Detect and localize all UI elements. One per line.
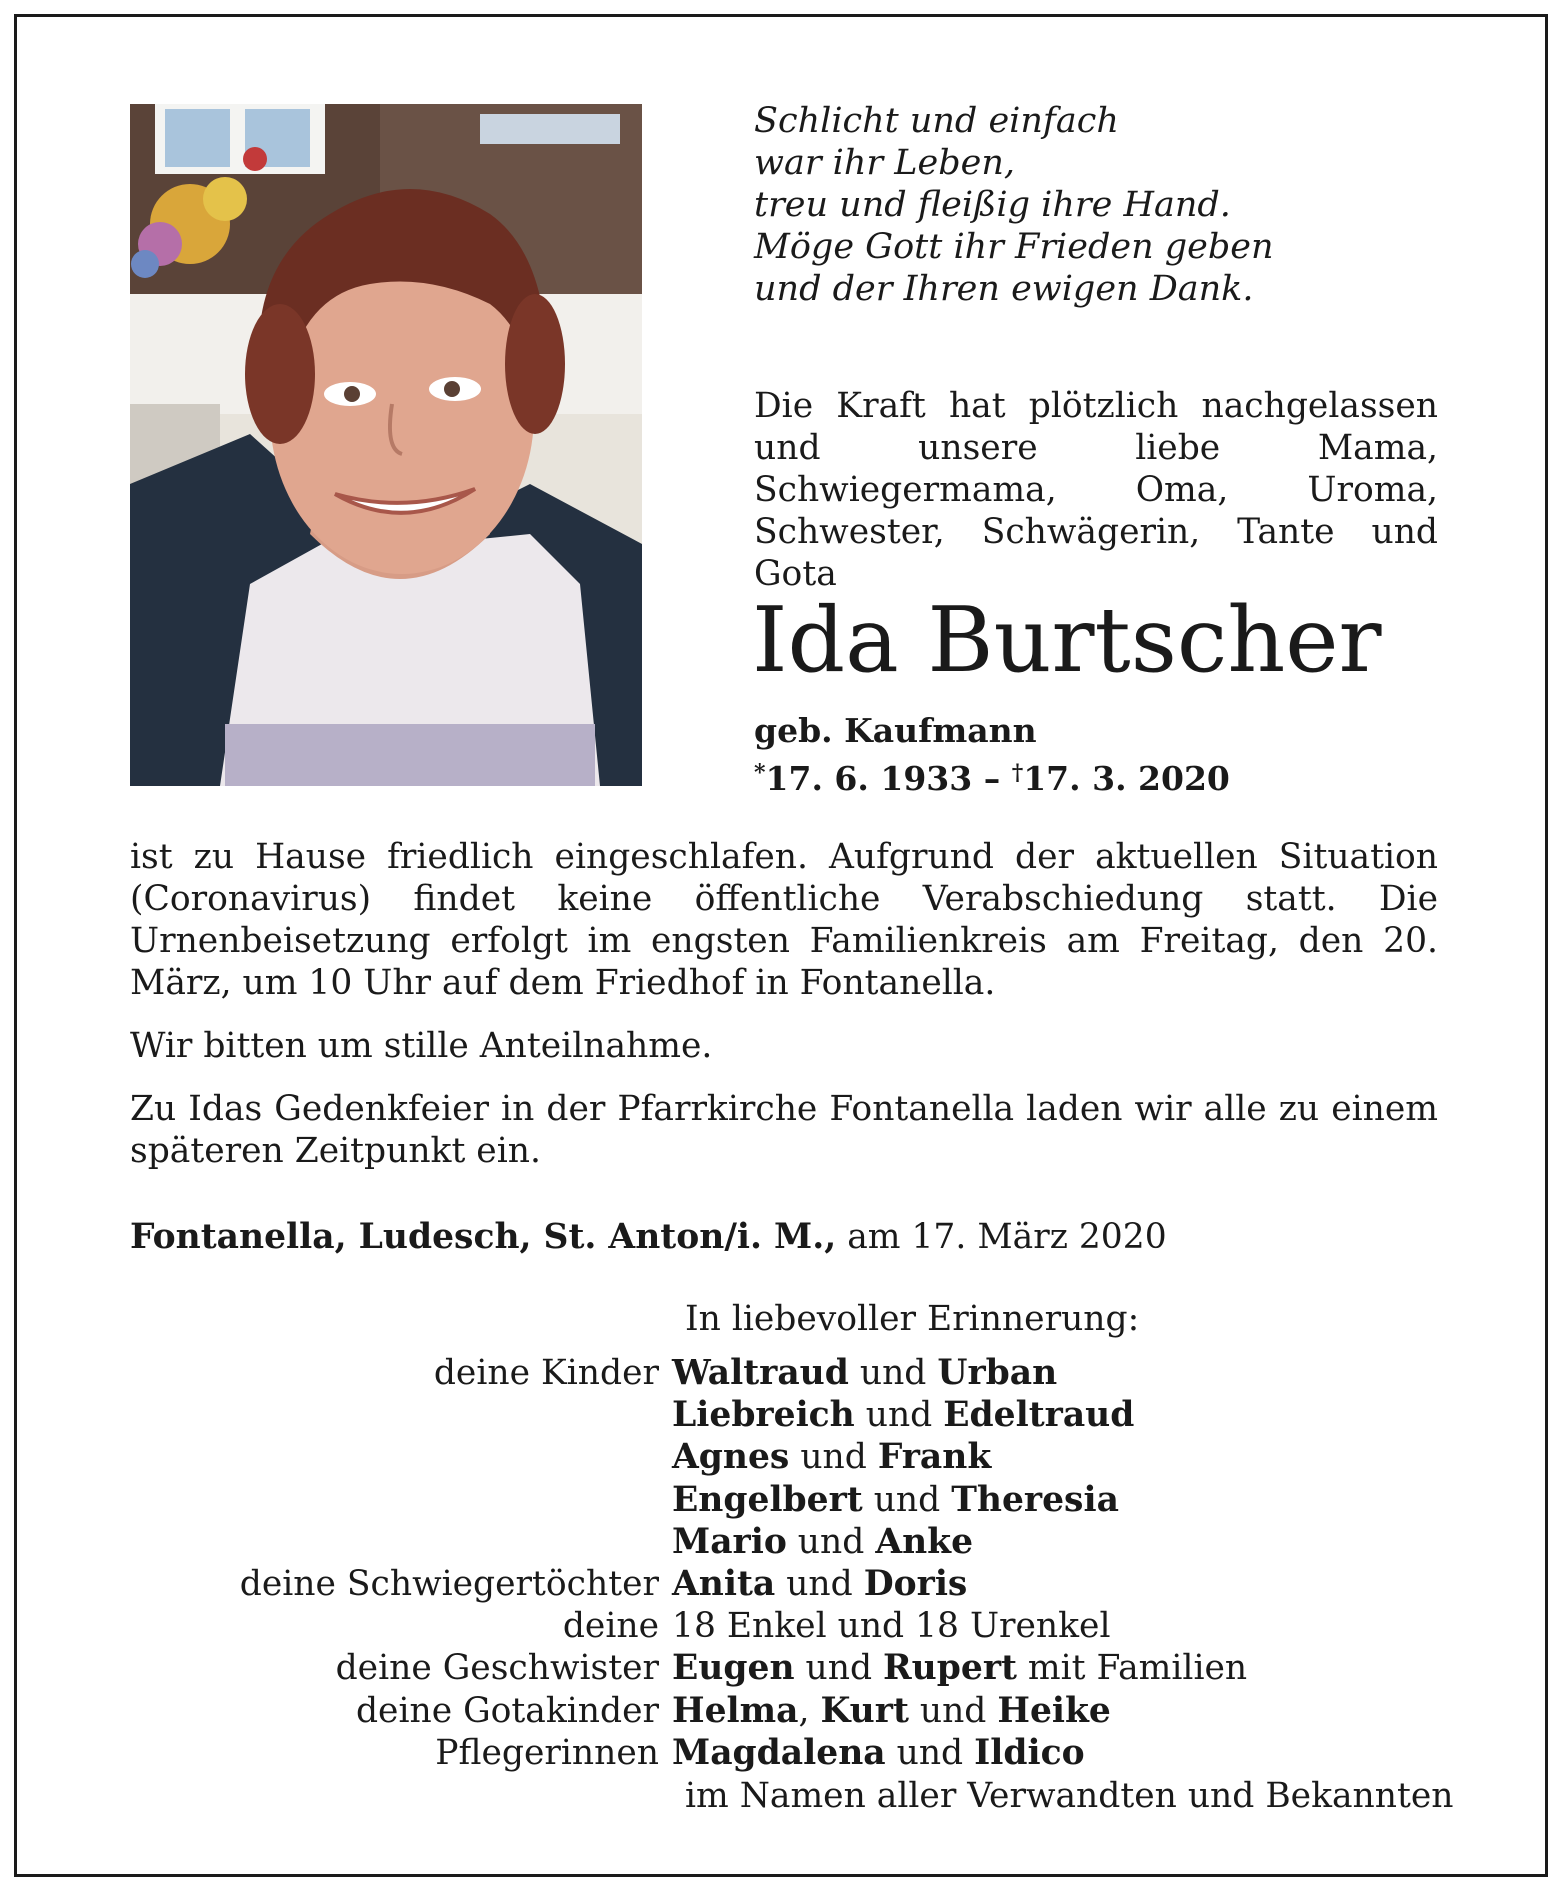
family-member-name: Edeltraud xyxy=(943,1395,1135,1436)
family-connector: mit Familien xyxy=(1016,1648,1248,1689)
family-connector: und xyxy=(862,1479,952,1520)
intro-text: Die Kraft hat plötzlich nachgelassen und unsere liebe Mama, Schwiegermama, Oma, Uroma, Schwester, Schwägerin, Tante und Gota xyxy=(754,386,1438,594)
family-members xyxy=(672,1690,1438,1732)
family-member-name: Kurt xyxy=(820,1690,909,1731)
family-member-name: Ildico xyxy=(974,1732,1085,1773)
family-row xyxy=(130,1605,1438,1647)
memory-heading: In liebevoller Erinnerung: xyxy=(685,1299,1140,1339)
family-member-name: Anita xyxy=(672,1564,776,1605)
places: Fontanella, Ludesch, St. Anton/i. M., xyxy=(130,1217,837,1257)
family-connector: und xyxy=(885,1732,975,1773)
family-connector: und xyxy=(848,1353,938,1393)
family-members xyxy=(672,1436,1438,1478)
family-members xyxy=(672,1647,1438,1689)
family-member-name: Doris xyxy=(863,1564,968,1605)
family-member-name: Urban xyxy=(937,1353,1058,1393)
family-member-name: Liebreich xyxy=(672,1395,855,1436)
family-member-name: Engelbert xyxy=(672,1479,863,1520)
poem xyxy=(754,100,1274,310)
family-relation xyxy=(130,1436,672,1478)
family-member-name: Frank xyxy=(877,1437,992,1478)
memorial-paragraph: Zu Idas Gedenkfeier in der Pfarrkirche Fontanella laden wir alle zu einem späteren Zeitpunkt ein. xyxy=(130,1089,1438,1171)
family-member-name: Rupert xyxy=(883,1648,1017,1689)
date-separator: – xyxy=(972,759,1012,798)
family-connector: und xyxy=(854,1395,944,1436)
family-member-name: Magdalena xyxy=(672,1732,886,1773)
birth-symbol: * xyxy=(754,760,766,786)
family-members xyxy=(672,1605,1438,1647)
place-and-date xyxy=(130,1216,1167,1258)
family-row xyxy=(130,1436,1438,1478)
poem-line: und der Ihren ewigen Dank. xyxy=(754,269,1254,309)
family-relation: deine Kinder xyxy=(433,1353,659,1393)
family-members xyxy=(672,1732,1438,1774)
family-members xyxy=(672,1521,1438,1563)
family-relation xyxy=(130,1521,672,1563)
deceased-name: Ida Burtscher xyxy=(752,588,1382,693)
family-row xyxy=(130,1394,1438,1436)
poem-line: Schlicht und einfach xyxy=(754,101,1119,141)
family-list xyxy=(130,1352,1438,1774)
family-members xyxy=(672,1563,1438,1605)
family-members xyxy=(672,1352,1438,1394)
birth-date: 17. 6. 1933 xyxy=(765,759,973,798)
poem-line: Möge Gott ihr Frieden geben xyxy=(754,227,1274,267)
family-row xyxy=(130,1563,1438,1605)
family-member-name: Anke xyxy=(875,1521,974,1562)
family-member-name: Eugen xyxy=(672,1648,795,1689)
family-member-name: Helma xyxy=(672,1690,799,1731)
family-relation: deine xyxy=(562,1606,659,1647)
family-row xyxy=(130,1479,1438,1521)
family-member-name: Waltraud xyxy=(672,1353,849,1393)
notice-date: am 17. März 2020 xyxy=(836,1217,1167,1257)
death-symbol: † xyxy=(1011,760,1024,786)
birth-name: geb. Kaufmann xyxy=(754,711,1037,750)
family-row xyxy=(130,1732,1438,1774)
family-connector: und xyxy=(794,1648,884,1689)
family-connector: und xyxy=(786,1521,876,1562)
request-paragraph: Wir bitten um stille Anteilnahme. xyxy=(130,1026,713,1066)
family-connector: und xyxy=(789,1437,878,1478)
family-row xyxy=(130,1690,1438,1732)
family-relation xyxy=(130,1394,672,1436)
family-relation: deine Geschwister xyxy=(335,1648,659,1689)
family-members xyxy=(672,1479,1438,1521)
family-members xyxy=(672,1394,1438,1436)
family-member-name: Agnes xyxy=(672,1437,790,1478)
family-connector: und xyxy=(908,1690,998,1731)
death-date: 17. 3. 2020 xyxy=(1023,759,1230,798)
family-relation xyxy=(130,1479,672,1521)
poem-line: war ihr Leben, xyxy=(754,143,1016,183)
family-row xyxy=(130,1647,1438,1689)
family-member-name: Theresia xyxy=(951,1479,1119,1520)
poem-line: treu und fleißig ihre Hand. xyxy=(754,185,1231,225)
closing-line: im Namen aller Verwandten und Bekannten xyxy=(685,1776,1454,1816)
family-member-name: Heike xyxy=(997,1690,1111,1731)
announcement-paragraph: ist zu Hause friedlich eingeschlafen. Aufgrund der aktuellen Situation (Coronavirus) findet keine öffentliche Verabschiedung statt. Die Urnenbeisetzung erfolgt im engsten Familienkreis am Freitag, den 20. März, um 10 Uhr auf dem Friedhof in Fontanella. xyxy=(130,837,1438,1003)
portrait-photo xyxy=(130,104,642,786)
family-relation: deine Schwiegertöchter xyxy=(239,1564,659,1605)
family-connector: , xyxy=(798,1690,821,1731)
family-connector: und xyxy=(775,1564,864,1605)
family-relation: deine Gotakinder xyxy=(355,1690,659,1731)
family-connector: 18 Enkel und 18 Urenkel xyxy=(672,1606,1111,1647)
family-row xyxy=(130,1352,1438,1394)
family-relation: Pflegerinnen xyxy=(435,1732,659,1773)
family-member-name: Mario xyxy=(672,1521,787,1562)
family-row xyxy=(130,1521,1438,1563)
life-dates xyxy=(754,752,1230,800)
